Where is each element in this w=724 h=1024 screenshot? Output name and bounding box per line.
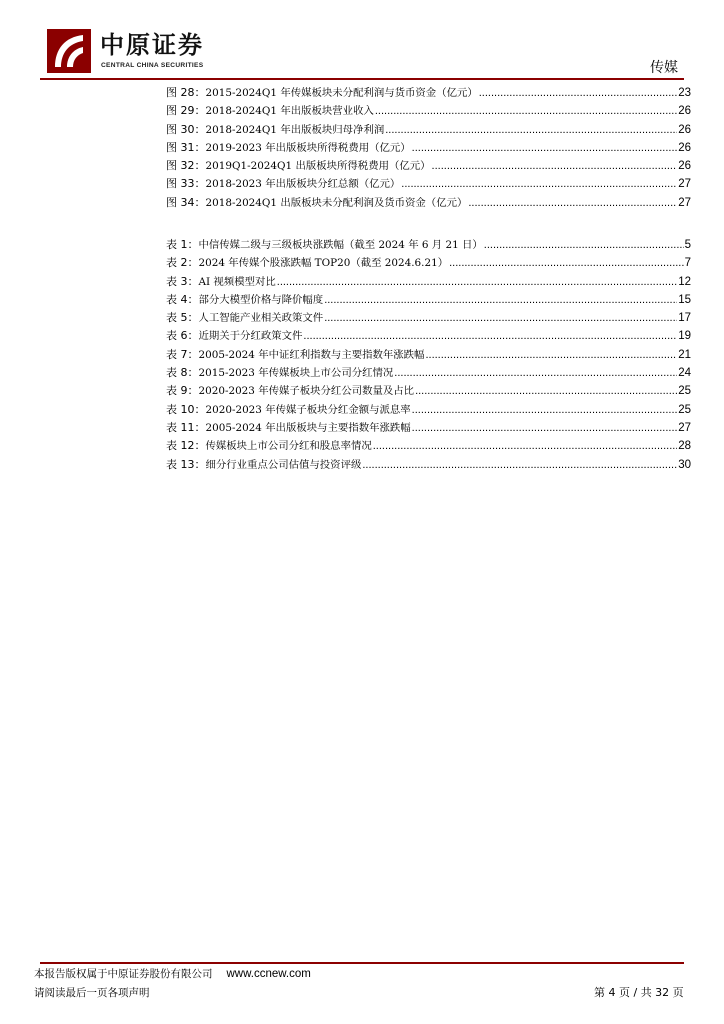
toc-entry[interactable] — [166, 102, 691, 120]
toc-entry-label: 图 34： — [166, 195, 206, 209]
toc-leader-dots — [468, 194, 677, 212]
toc-leader-dots — [277, 273, 677, 291]
toc-entry-title: AI 视频模型对比 — [198, 275, 276, 288]
toc-entry-label: 表 10： — [166, 402, 206, 416]
toc-entry-title: 2019Q1-2024Q1 出版板块所得税费用（亿元） — [205, 160, 431, 173]
toc-entry-page: 27 — [678, 196, 691, 209]
toc-entry-title: 2005-2024 年出版板块与主要指数年涨跌幅 — [205, 421, 411, 434]
toc-entry-page: 12 — [678, 275, 691, 288]
toc-leader-dots — [432, 157, 678, 175]
toc-entry-title: 2024 年传媒个股涨跌幅 TOP20（截至 2024.6.21） — [198, 257, 449, 270]
toc-entry-title: 2015-2024Q1 年传媒板块未分配利润与货币资金（亿元） — [205, 87, 478, 99]
footer-copyright-line — [34, 967, 311, 981]
figure-list — [166, 84, 691, 212]
toc-entry-page: 26 — [678, 123, 691, 136]
table-list — [166, 236, 691, 474]
toc-entry-title: 2018-2024Q1 出版板块未分配利润及货币资金（亿元） — [205, 196, 468, 209]
toc-entry[interactable] — [166, 419, 691, 437]
toc-entry-title: 近期关于分红政策文件 — [198, 330, 303, 343]
header-divider — [40, 78, 684, 80]
toc-entry[interactable] — [166, 273, 691, 291]
toc-entry-label: 表 2： — [166, 256, 199, 270]
toc-entry[interactable] — [166, 175, 691, 193]
toc-entry-label: 表 11： — [166, 420, 206, 434]
toc-entry[interactable] — [166, 382, 691, 400]
toc-entry-label: 表 7： — [166, 347, 199, 361]
page-indicator: 第 4 页 / 共 32 页 — [594, 986, 684, 999]
toc-leader-dots — [412, 401, 678, 419]
toc-entry-label: 图 30： — [166, 122, 206, 136]
toc-entry[interactable] — [166, 139, 691, 157]
toc-entry[interactable] — [166, 157, 691, 175]
toc-entry[interactable] — [166, 327, 691, 345]
toc-entry-title: 2020-2023 年传媒子板块分红公司数量及占比 — [198, 385, 415, 398]
toc-entry-page: 30 — [678, 458, 691, 471]
toc-leader-dots — [375, 102, 677, 120]
toc-entry-title: 部分大模型价格与降价幅度 — [198, 293, 324, 306]
toc-entry-page: 19 — [678, 330, 691, 343]
toc-entry-label: 表 1： — [166, 238, 199, 251]
toc-leader-dots — [362, 456, 677, 474]
toc-entry-title: 2019-2023 年出版板块所得税费用（亿元） — [205, 141, 411, 154]
toc-entry-page: 28 — [678, 440, 691, 453]
toc-leader-dots — [412, 419, 678, 437]
toc-entry-page: 23 — [678, 87, 691, 99]
toc-entry-page: 5 — [684, 239, 691, 251]
footer-divider — [40, 962, 684, 964]
toc-entry-page: 27 — [678, 178, 691, 191]
toc-entry-title: 2005-2024 年中证红利指数与主要指数年涨跌幅 — [198, 348, 425, 361]
toc-entry-label: 表 12： — [166, 439, 206, 453]
disclaimer-text: 请阅读最后一页各项声明 — [34, 987, 150, 999]
toc-entry-page: 24 — [678, 367, 691, 380]
toc-entry-page: 27 — [678, 421, 691, 434]
toc-entry[interactable] — [166, 254, 691, 272]
toc-entry-label: 图 28： — [166, 86, 206, 99]
toc-leader-dots — [415, 382, 677, 400]
toc-entry-label: 图 33： — [166, 177, 206, 191]
toc-entry-title: 2015-2023 年传媒板块上市公司分红情况 — [198, 367, 394, 380]
toc-leader-dots — [394, 364, 677, 382]
toc-leader-dots — [449, 254, 684, 272]
toc-entry[interactable] — [166, 346, 691, 364]
toc-entry[interactable] — [166, 291, 691, 309]
toc-entry[interactable] — [166, 401, 691, 419]
sector-label: 传媒 — [650, 60, 678, 76]
toc-leader-dots — [385, 121, 677, 139]
toc-entry-label: 表 5： — [166, 311, 199, 325]
toc-entry-page: 26 — [678, 141, 691, 154]
toc-entry-page: 26 — [678, 105, 691, 118]
copyright-text: 本报告版权属于中原证券股份有限公司 — [34, 968, 213, 980]
toc-entry-title: 细分行业重点公司估值与投资评级 — [205, 458, 362, 471]
toc-leader-dots — [324, 309, 677, 327]
toc-entry-label: 图 29： — [166, 104, 206, 118]
page-header — [0, 0, 724, 80]
toc-entry[interactable] — [166, 437, 691, 455]
toc-entry-page: 21 — [678, 348, 691, 361]
toc-leader-dots — [373, 437, 677, 455]
company-name-en: CENTRAL CHINA SECURITIES — [101, 62, 204, 69]
toc-entry-label: 图 32： — [166, 159, 206, 173]
toc-entry-title: 2018-2024Q1 年出版板块归母净利润 — [205, 123, 385, 136]
toc-entry-page: 17 — [678, 312, 691, 325]
toc-entry-title: 2018-2023 年出版板块分红总额（亿元） — [205, 178, 401, 191]
toc-leader-dots — [401, 175, 677, 193]
toc-entry-title: 人工智能产业相关政策文件 — [198, 312, 324, 325]
toc-entry-title: 传媒板块上市公司分红和股息率情况 — [205, 440, 372, 453]
toc-entry-label: 图 31： — [166, 140, 206, 154]
toc-entry-title: 中信传媒二级与三级板块涨跌幅（截至 2024 年 6 月 21 日） — [198, 239, 483, 251]
toc-entry-page: 7 — [684, 257, 691, 270]
toc-entry-page: 15 — [678, 293, 691, 306]
toc-entry-label: 表 9： — [166, 384, 199, 398]
toc-entry-label: 表 8： — [166, 366, 199, 380]
toc-entry-label: 表 6： — [166, 329, 199, 343]
toc-entry[interactable] — [166, 364, 691, 382]
toc-entry[interactable] — [166, 236, 691, 254]
toc-entry-label: 表 13： — [166, 457, 206, 471]
central-china-securities-logo-icon — [47, 29, 91, 73]
toc-leader-dots — [303, 327, 677, 345]
toc-entry-title: 2020-2023 年传媒子板块分红金额与派息率 — [205, 403, 411, 416]
toc-entry[interactable] — [166, 194, 691, 212]
toc-entry-label: 表 4： — [166, 292, 199, 306]
website-link[interactable]: www.ccnew.com — [226, 968, 311, 980]
company-name-cn: 中原证券 — [100, 30, 204, 59]
toc-entry[interactable] — [166, 84, 691, 102]
toc-leader-dots — [479, 84, 677, 102]
toc-entry[interactable] — [166, 456, 691, 474]
toc-entry[interactable] — [166, 121, 691, 139]
toc-entry-page: 26 — [678, 160, 691, 173]
toc-leader-dots — [324, 291, 677, 309]
toc-entry-page: 25 — [678, 385, 691, 398]
toc-entry-title: 2018-2024Q1 年出版板块营业收入 — [205, 105, 374, 118]
toc-leader-dots — [425, 346, 677, 364]
toc-entry-page: 25 — [678, 403, 691, 416]
toc-entry[interactable] — [166, 309, 691, 327]
toc-leader-dots — [412, 139, 678, 157]
toc-leader-dots — [484, 236, 684, 254]
toc-entry-label: 表 3： — [166, 274, 199, 288]
